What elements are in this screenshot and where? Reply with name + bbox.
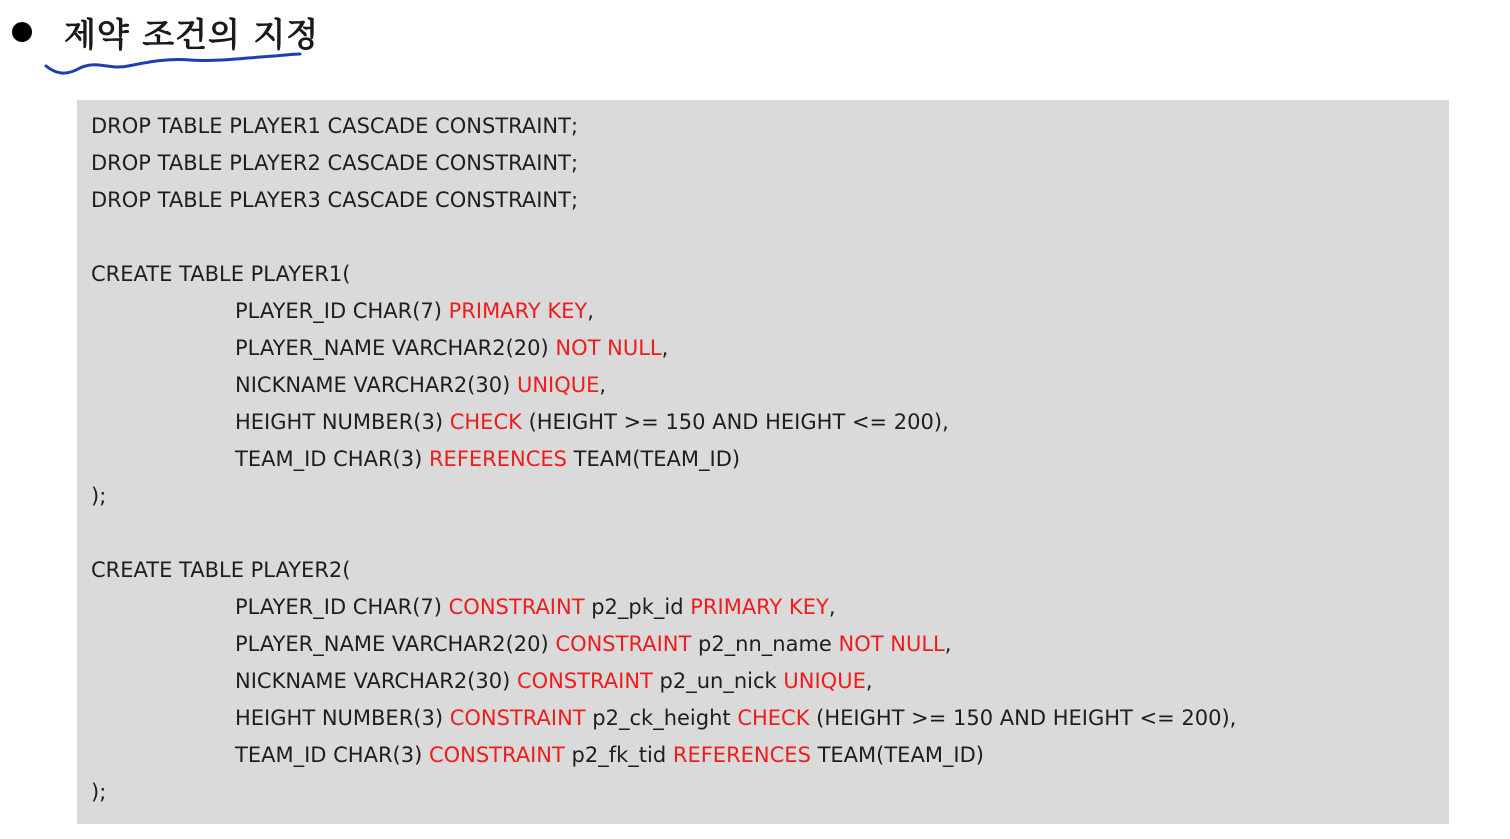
code-text: , xyxy=(587,299,594,323)
code-keyword: CHECK xyxy=(449,410,522,434)
code-line-player1-height xyxy=(235,404,949,441)
code-keyword: NOT NULL xyxy=(555,336,662,360)
code-keyword: CONSTRAINT xyxy=(555,632,692,656)
bullet-icon xyxy=(12,22,32,42)
code-text: (HEIGHT >= 150 AND HEIGHT <= 200), xyxy=(521,410,949,434)
code-text: p2_pk_id xyxy=(584,595,691,619)
code-block xyxy=(77,100,1449,824)
code-line-player1-name xyxy=(235,330,668,367)
code-line-player2-nickname xyxy=(235,663,873,700)
wavy-underline-icon xyxy=(44,52,304,82)
code-keyword: CONSTRAINT xyxy=(428,743,565,767)
code-line-player2-height xyxy=(235,700,1236,737)
code-text: , xyxy=(661,336,669,360)
section-title xyxy=(12,6,319,58)
code-line-player2-name xyxy=(235,626,951,663)
code-text: PLAYER_ID CHAR(7) xyxy=(235,595,449,619)
code-keyword: CONSTRAINT xyxy=(448,595,585,619)
code-line-player2-team xyxy=(235,737,984,774)
code-keyword: REFERENCES xyxy=(672,743,811,767)
code-line-drop-player2: DROP TABLE PLAYER2 CASCADE CONSTRAINT; xyxy=(91,151,579,175)
code-text: PLAYER_NAME VARCHAR2(20) xyxy=(235,632,556,656)
code-line-player1-nickname xyxy=(235,367,606,404)
code-keyword: PRIMARY KEY xyxy=(448,299,588,323)
code-text: NICKNAME VARCHAR2(30) xyxy=(235,373,517,397)
code-line-player1-id xyxy=(235,293,594,330)
code-line-player2-id xyxy=(235,589,836,626)
code-text: , xyxy=(944,632,952,656)
code-text: p2_fk_tid xyxy=(564,743,673,767)
code-keyword: CONSTRAINT xyxy=(516,669,653,693)
code-text: , xyxy=(828,595,836,619)
code-keyword: REFERENCES xyxy=(428,447,567,471)
code-text: NICKNAME VARCHAR2(30) xyxy=(235,669,517,693)
code-text: TEAM_ID CHAR(3) xyxy=(235,743,429,767)
code-text: , xyxy=(599,373,607,397)
code-text: (HEIGHT >= 150 AND HEIGHT <= 200), xyxy=(809,706,1237,730)
code-text: TEAM_ID CHAR(3) xyxy=(235,447,429,471)
code-keyword: CONSTRAINT xyxy=(449,706,586,730)
code-line-close-player2: ); xyxy=(91,780,107,804)
code-text: HEIGHT NUMBER(3) xyxy=(235,410,450,434)
code-text: p2_nn_name xyxy=(691,632,839,656)
code-line-drop-player1: DROP TABLE PLAYER1 CASCADE CONSTRAINT; xyxy=(91,114,579,138)
code-line-create-player1: CREATE TABLE PLAYER1( xyxy=(91,262,351,286)
code-text: TEAM(TEAM_ID) xyxy=(567,447,741,471)
code-text: p2_un_nick xyxy=(652,669,784,693)
code-text: TEAM(TEAM_ID) xyxy=(810,743,984,767)
code-keyword: UNIQUE xyxy=(516,373,600,397)
code-keyword: NOT NULL xyxy=(838,632,945,656)
code-text: PLAYER_NAME VARCHAR2(20) xyxy=(235,336,556,360)
code-line-player1-team xyxy=(235,441,740,478)
code-line-create-player2: CREATE TABLE PLAYER2( xyxy=(91,558,351,582)
code-line-close-player1: ); xyxy=(91,484,107,508)
code-text: p2_ck_height xyxy=(585,706,738,730)
code-text: PLAYER_ID CHAR(7) xyxy=(235,299,449,323)
code-line-drop-player3: DROP TABLE PLAYER3 CASCADE CONSTRAINT; xyxy=(91,188,579,212)
code-text: , xyxy=(865,669,873,693)
code-keyword: PRIMARY KEY xyxy=(690,595,829,619)
code-text: HEIGHT NUMBER(3) xyxy=(235,706,450,730)
code-keyword: UNIQUE xyxy=(783,669,866,693)
code-keyword: CHECK xyxy=(737,706,810,730)
page-title: 제약 조건의 지정 xyxy=(64,14,320,54)
